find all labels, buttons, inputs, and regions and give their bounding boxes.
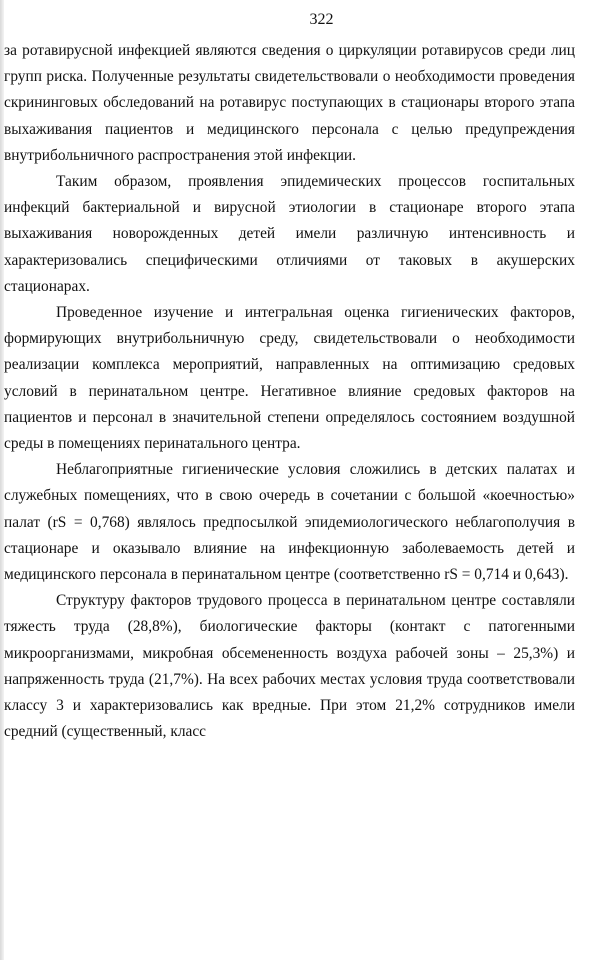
paragraph-hygienic-factors: Проведенное изучение и интегральная оценка гигиенических факторов, формирующих внутрибольничную среду, свидетельствовали о необходимости реализации комплекса мероприятий, направленных на оптимизацию средовых условий в перинатальном центре. Негативное влияние средовых факторов на пациентов и персонал в значительной степени определялось состоянием воздушной среды в помещениях перинатального центра.: [4, 304, 575, 453]
body-text: [4, 38, 575, 745]
paragraph-labor-factors: Структуру факторов трудового процесса в перинатальном центре составляли тяжесть труда (28,8%), биологические факторы (контакт с патогенными микроорганизмами, микробная обсемененность воздуха рабочей зоны – 25,3%) и напряженность труда (21,7%). На всех рабочих местах условия труда соответствовали классу 3 и характеризовались как вредные. При этом 21,2% сотрудников имели средний (существенный, класс: [4, 592, 575, 741]
paragraph-unfavorable-conditions: Неблагоприятные гигиенические условия сложились в детских палатах и служебных помещениях, что в свою очередь в сочетании с большой «коечностью» палат (rS = 0,768) являлось предпосылкой эпидемиологического неблагополучия в стационаре и оказывало влияние на инфекционную заболеваемость детей и медицинского персонала в перинатальном центре (соответственно rS = 0,714 и 0,643).: [4, 461, 575, 584]
paragraph-epidemic-processes: Таким образом, проявления эпидемических процессов госпитальных инфекций бактериальной и вирусной этиологии в стационаре второго этапа выхаживания новорожденных детей имели различную интенсивность и характеризовались специфическими отличиями от таковых в акушерских стационарах.: [4, 173, 575, 295]
page-number: 322: [309, 11, 334, 28]
paragraph-rotavirus-continuation: за ротавирусной инфекцией являются сведения о циркуляции ротавирусов среди лиц групп риска. Полученные результаты свидетельствовали о необходимости проведения скрининговых обследований на ротавирус поступающих в стационары второго этапа выхаживания пациентов и медицинского персонала с целью предупреждения внутрибольничного распространения этой инфекции.: [4, 42, 575, 164]
